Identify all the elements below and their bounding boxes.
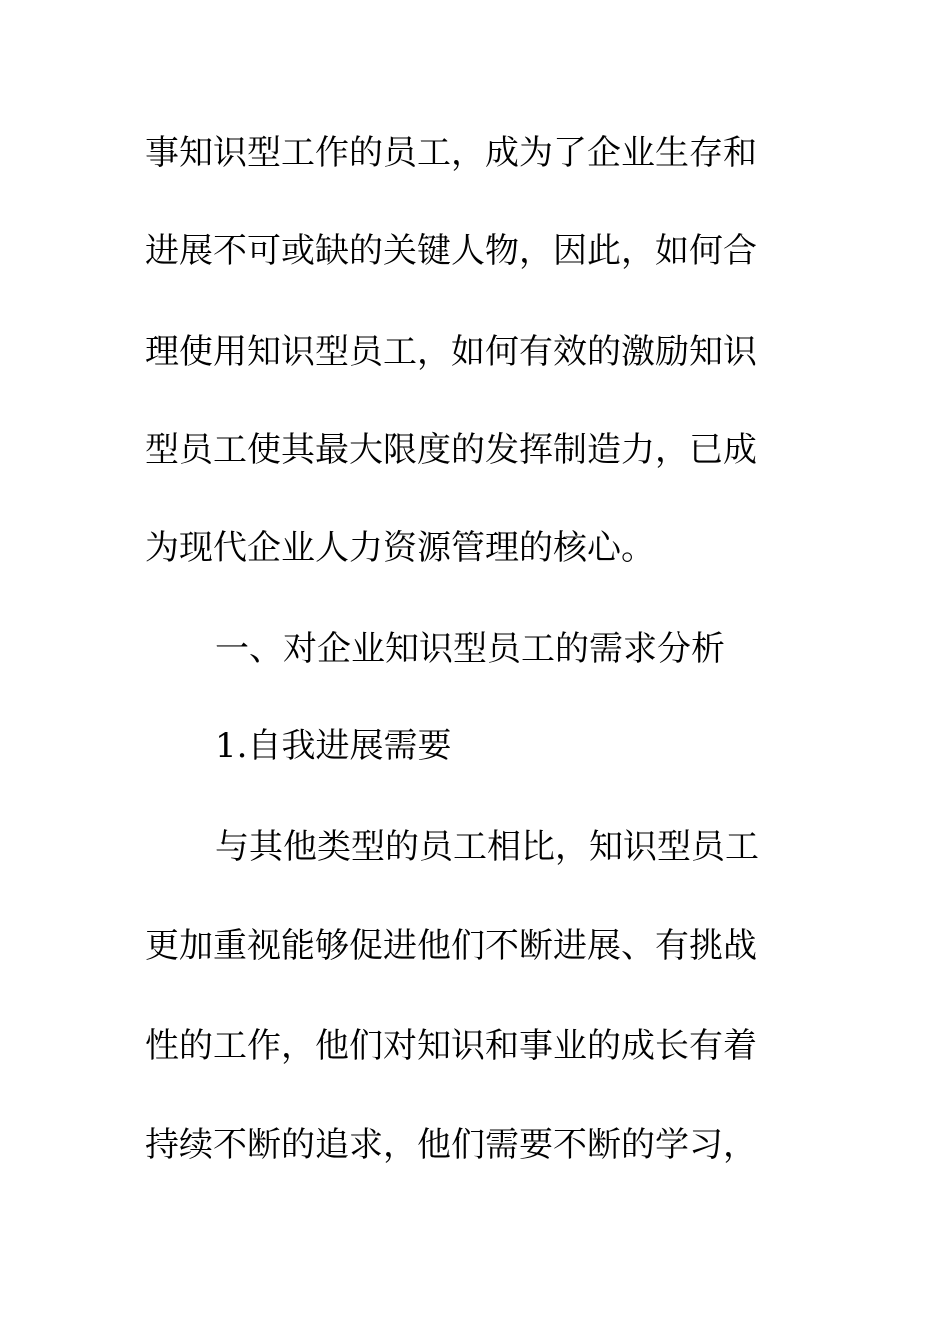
- paragraph-line: 性的工作，他们对知识和事业的成长有着: [145, 1026, 757, 1066]
- section-heading: 一、对企业知识型员工的需求分析: [215, 629, 725, 669]
- paragraph-line: 进展不可或缺的关键人物，因此，如何合: [145, 231, 757, 271]
- paragraph-line: 理使用知识型员工，如何有效的激励知识: [145, 332, 757, 372]
- paragraph-line: 事知识型工作的员工，成为了企业生存和: [145, 133, 757, 173]
- subsection-heading: 1.自我进展需要: [215, 726, 452, 766]
- paragraph-line: 更加重视能够促进他们不断进展、有挑战: [145, 926, 757, 966]
- paragraph-line: 与其他类型的员工相比，知识型员工: [215, 827, 759, 867]
- paragraph-line: 持续不断的追求，他们需要不断的学习，: [145, 1125, 757, 1165]
- paragraph-line: 型员工使其最大限度的发挥制造力，已成: [145, 430, 757, 470]
- paragraph-line: 为现代企业人力资源管理的核心。: [145, 528, 655, 568]
